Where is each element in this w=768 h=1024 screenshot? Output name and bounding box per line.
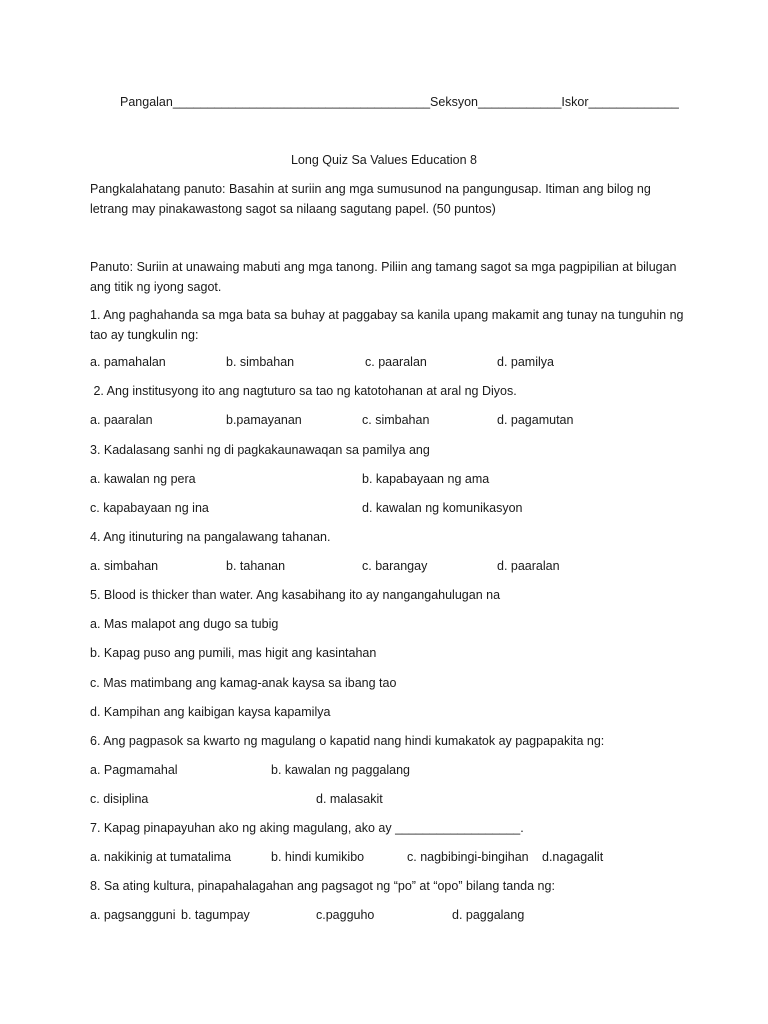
- question-5: 5. Blood is thicker than water. Ang kasabihang ito ay nangangahulugan na: [90, 588, 501, 602]
- q4-choice-b: b. tahanan: [226, 559, 286, 573]
- q1-choice-d: d. pamilya: [497, 355, 554, 369]
- question-3: 3. Kadalasang sanhi ng di pagkakaunawaqan sa pamilya ang: [90, 443, 430, 457]
- q1-choice-a: a. pamahalan: [90, 355, 166, 369]
- q7-choice-b: b. hindi kumikibo: [271, 850, 365, 864]
- q1-choice-c: c. paaralan: [365, 355, 427, 369]
- q3-choice-c: c. kapabayaan ng ina: [90, 501, 209, 515]
- q6-choice-c: c. disiplina: [90, 792, 149, 806]
- directions: Panuto: Suriin at unawaing mabuti ang mga tanong. Piliin ang tamang sagot sa mga pagpipilian at bilugan ang titik ng iyong sagot.: [90, 260, 677, 294]
- q4-choice-c: c. barangay: [362, 559, 428, 573]
- q2-choice-c: c. simbahan: [362, 413, 430, 427]
- q6-choice-d: d. malasakit: [316, 792, 383, 806]
- question-1: 1. Ang paghahanda sa mga bata sa buhay at paggabay sa kanila upang makamit ang tunay na tunguhin ng tao ay tungkulin ng:: [90, 308, 684, 342]
- q5-choice-b: b. Kapag puso ang pumili, mas higit ang kasintahan: [90, 646, 377, 660]
- question-2: 2. Ang institusyong ito ang nagtuturo sa tao ng katotohanan at aral ng Diyos.: [90, 384, 517, 398]
- q6-choice-a: a. Pagmamahal: [90, 763, 178, 777]
- q7-choice-d: d.nagagalit: [542, 850, 604, 864]
- q2-choice-a: a. paaralan: [90, 413, 153, 427]
- q8-choice-d: d. paggalang: [452, 908, 525, 922]
- q7-choice-c: c. nagbibingi-bingihan: [407, 850, 529, 864]
- q4-choice-d: d. paaralan: [497, 559, 560, 573]
- question-8: 8. Sa ating kultura, pinapahalagahan ang pagsagot ng “po” at “opo” bilang tanda ng:: [90, 879, 555, 893]
- q2-choice-d: d. pagamutan: [497, 413, 574, 427]
- question-4: 4. Ang itinuturing na pangalawang tahanan.: [90, 530, 331, 544]
- q8-choice-a: a. pagsangguni: [90, 908, 176, 922]
- q2-choice-b: b.pamayanan: [226, 413, 302, 427]
- q1-choice-b: b. simbahan: [226, 355, 295, 369]
- question-7: 7. Kapag pinapayuhan ako ng aking magulang, ako ay __________________.: [90, 821, 524, 835]
- q3-choice-b: b. kapabayaan ng ama: [362, 472, 490, 486]
- q3-choice-d: d. kawalan ng komunikasyon: [362, 501, 523, 515]
- q7-choice-a: a. nakikinig at tumatalima: [90, 850, 232, 864]
- name-section-score-line: Pangalan_____________________________________Seksyon____________Iskor_____________: [120, 95, 679, 109]
- q5-choice-c: c. Mas matimbang ang kamag-anak kaysa sa ibang tao: [90, 676, 397, 690]
- q8-choice-c: c.pagguho: [316, 908, 375, 922]
- page-title: Long Quiz Sa Values Education 8: [290, 153, 477, 167]
- q6-choice-b: b. kawalan ng paggalang: [271, 763, 411, 777]
- question-6: 6. Ang pagpasok sa kwarto ng magulang o kapatid nang hindi kumakatok ay pagpapakita ng:: [90, 734, 605, 748]
- q3-choice-a: a. kawalan ng pera: [90, 472, 196, 486]
- q4-choice-a: a. simbahan: [90, 559, 159, 573]
- q8-choice-b: b. tagumpay: [181, 908, 250, 922]
- q5-choice-a: a. Mas malapot ang dugo sa tubig: [90, 617, 279, 631]
- general-directions: Pangkalahatang panuto: Basahin at suriin ang mga sumusunod na pangungusap. Itiman ang bilog ng letrang may pinakawastong sagot sa nilaang sagutang papel. (50 puntos): [90, 182, 651, 216]
- q5-choice-d: d. Kampihan ang kaibigan kaysa kapamilya: [90, 705, 331, 719]
